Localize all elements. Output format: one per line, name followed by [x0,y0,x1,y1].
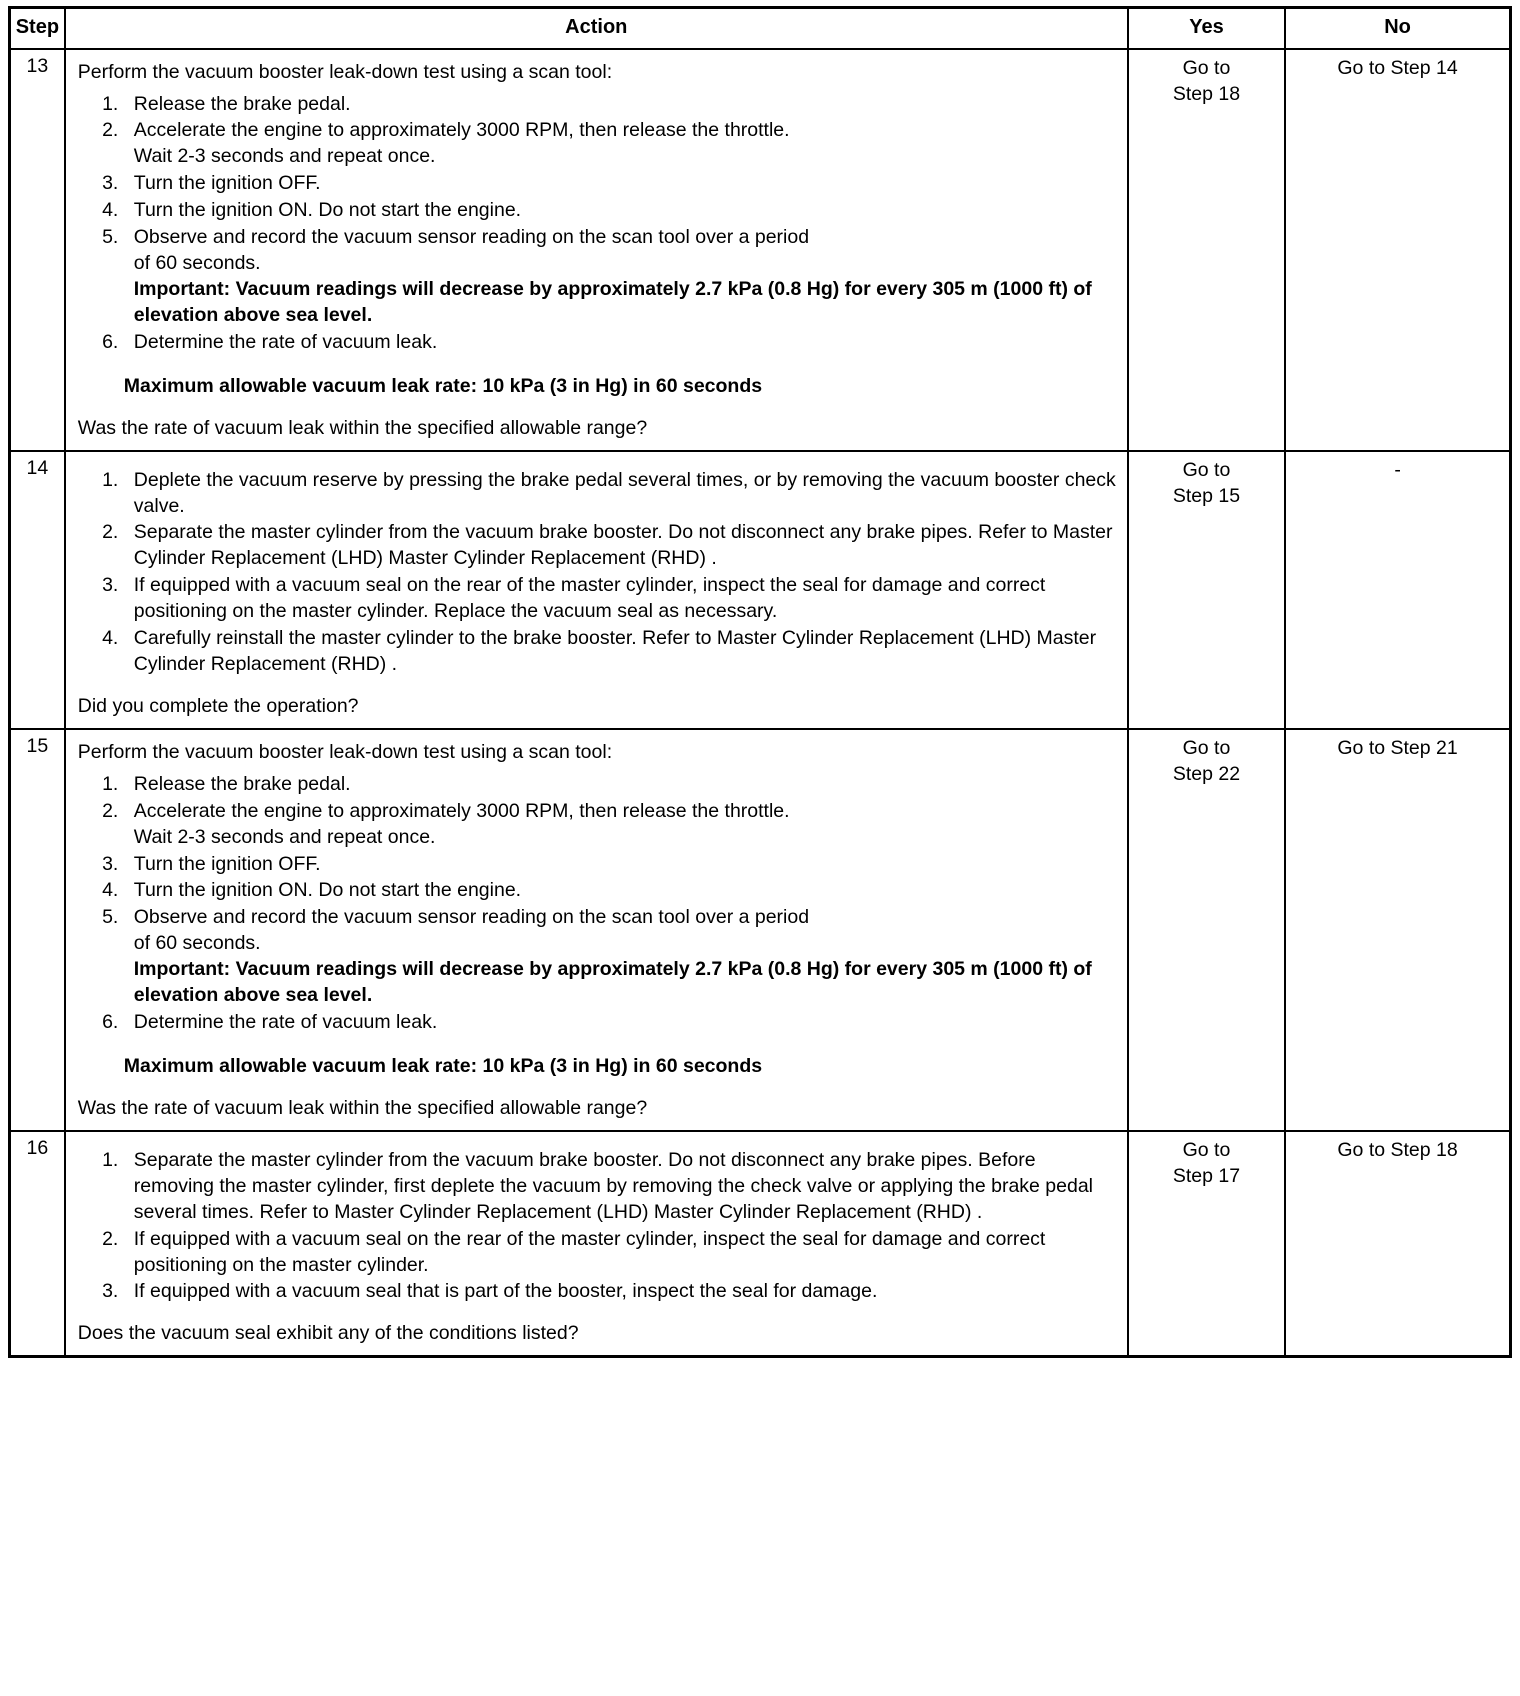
step-number: 13 [10,49,65,451]
action-step-list [78,1148,1117,1306]
list-item-text: Separate the master cylinder from the vacuum brake booster. Do not disconnect any brake pipes. Before removing the master cylinder, first deplete the vacuum by removing the check valve or applying the brake pedal several times. Refer to Master Cylinder Replacement (LHD) Master Cylinder Replacement (RHD) . [133,1148,1094,1223]
list-item [124,772,1117,798]
list-item-text: Determine the rate of vacuum leak. [133,1011,438,1034]
yes-goto-label: Go to [1182,56,1231,79]
no-cell [1285,729,1510,1131]
list-item [124,852,1117,878]
action-step-list [78,772,1117,1036]
list-item [124,118,1117,170]
table-header-row [10,8,1511,49]
list-item [124,92,1117,118]
specification-text: Maximum allowable vacuum leak rate: 10 kPa (3 in Hg) in 60 seconds [123,374,763,397]
no-cell [1285,451,1510,729]
header-yes: Yes [1128,8,1285,49]
yes-goto-target: Step 15 [1172,484,1241,507]
list-item-text: Separate the master cylinder from the vacuum brake booster. Do not disconnect any brake pipes. Refer to Master Cylinder Replacement (LHD) Master Cylinder Replacement (RHD) . [133,521,1113,570]
yes-cell [1128,49,1285,451]
list-item-important-note: Important: Vacuum readings will decrease by approximately 2.7 kPa (0.8 Hg) for every 305 m (1000 ft) of elevation above sea level. [133,277,1092,326]
list-item [124,626,1117,678]
specification-text: Maximum allowable vacuum leak rate: 10 kPa (3 in Hg) in 60 seconds [123,1055,763,1078]
header-action: Action [65,8,1128,49]
action-content [65,1131,1128,1357]
no-cell [1285,49,1510,451]
action-question: Was the rate of vacuum leak within the specified allowable range? [77,416,648,439]
no-goto-target: Go to Step 14 [1337,56,1458,79]
list-item [124,198,1117,224]
step-number: 14 [10,451,65,729]
yes-goto-target: Step 17 [1172,1164,1241,1187]
table-body [10,49,1511,1357]
list-item [124,225,1117,329]
list-item [124,330,1117,356]
action-content [65,49,1128,451]
table-row [10,451,1511,729]
diagnostic-steps-table [8,6,1512,1358]
action-lead-text: Perform the vacuum booster leak-down test using a scan tool: [77,60,613,83]
list-item-text: If equipped with a vacuum seal on the rear of the master cylinder, inspect the seal for damage and correct positioning on the master cylinder. [133,1227,1046,1276]
list-item-text: Turn the ignition ON. Do not start the engine. [133,199,522,222]
list-item-text: Deplete the vacuum reserve by pressing the brake pedal several times, or by removing the vacuum booster check valve. [133,468,1116,517]
action-content [65,451,1128,729]
list-item-subtext: of 60 seconds. [133,252,261,275]
list-item-text: Determine the rate of vacuum leak. [133,330,438,353]
no-goto-target: Go to Step 21 [1337,736,1458,759]
action-lead-text: Perform the vacuum booster leak-down test using a scan tool: [77,740,613,763]
yes-cell [1128,1131,1285,1357]
action-content [65,729,1128,1131]
list-item [124,1010,1117,1036]
action-question: Does the vacuum seal exhibit any of the conditions listed? [77,1322,579,1345]
list-item-text: Turn the ignition OFF. [133,172,321,195]
step-number: 16 [10,1131,65,1357]
list-item-subtext: Wait 2-3 seconds and repeat once. [133,145,436,168]
list-item [124,1227,1117,1279]
table-row [10,1131,1511,1357]
list-item [124,468,1117,520]
table-row [10,49,1511,451]
list-item-important-note: Important: Vacuum readings will decrease by approximately 2.7 kPa (0.8 Hg) for every 305 m (1000 ft) of elevation above sea level. [133,958,1092,1007]
yes-cell [1128,729,1285,1131]
yes-goto-target: Step 18 [1172,82,1241,105]
yes-goto-label: Go to [1182,458,1231,481]
yes-goto-label: Go to [1182,1138,1231,1161]
yes-goto-target: Step 22 [1172,762,1241,785]
list-item-text: Turn the ignition ON. Do not start the engine. [133,879,522,902]
table-row [10,729,1511,1131]
list-item [124,905,1117,1009]
no-cell [1285,1131,1510,1357]
list-item [124,573,1117,625]
yes-goto-label: Go to [1182,736,1231,759]
no-goto-target: - [1394,458,1401,481]
list-item-text: Turn the ignition OFF. [133,852,321,875]
list-item [124,1279,1117,1305]
list-item-text: If equipped with a vacuum seal on the rear of the master cylinder, inspect the seal for damage and correct positioning on the master cylinder. Replace the vacuum seal as necessary. [133,574,1046,623]
list-item [124,171,1117,197]
list-item-text: If equipped with a vacuum seal that is part of the booster, inspect the seal for damage. [133,1280,878,1303]
list-item [124,878,1117,904]
list-item-text: Carefully reinstall the master cylinder to the brake booster. Refer to Master Cylinder Replacement (LHD) Master Cylinder Replacement (RHD) . [133,627,1097,676]
list-item-text: Release the brake pedal. [133,772,351,795]
action-step-list [78,92,1117,356]
action-question: Was the rate of vacuum leak within the specified allowable range? [77,1096,648,1119]
list-item-text: Release the brake pedal. [133,92,351,115]
no-goto-target: Go to Step 18 [1337,1138,1458,1161]
list-item-text: Accelerate the engine to approximately 3000 RPM, then release the throttle. [133,799,790,822]
list-item-text: Observe and record the vacuum sensor reading on the scan tool over a period [133,906,810,929]
step-number: 15 [10,729,65,1131]
list-item-text: Observe and record the vacuum sensor reading on the scan tool over a period [133,226,810,249]
action-question: Did you complete the operation? [77,694,359,717]
list-item [124,1148,1117,1226]
list-item-subtext: Wait 2-3 seconds and repeat once. [133,825,436,848]
list-item [124,799,1117,851]
list-item-subtext: of 60 seconds. [133,932,261,955]
action-step-list [78,468,1117,678]
header-no: No [1285,8,1510,49]
yes-cell [1128,451,1285,729]
list-item [124,520,1117,572]
list-item-text: Accelerate the engine to approximately 3000 RPM, then release the throttle. [133,119,790,142]
header-step: Step [10,8,65,49]
